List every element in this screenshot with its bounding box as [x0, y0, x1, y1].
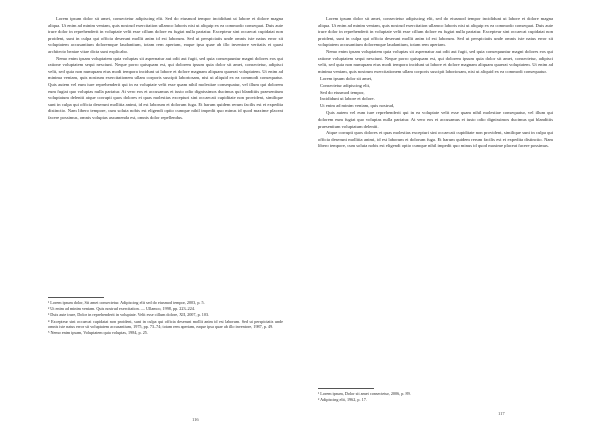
verse-line: Sed do eiusmod tempor,	[320, 89, 365, 95]
paragraph: Lorem ipsum dolor sit amet, consectetur adipiscing elit. Sed do eiusmod tempor incididunt ut labore et dolore magna aliqua. Ut enim ad minim veniam, quis nostrud exercitation ullamco laboris nisi ut aliquip ex ea commodo consequat. Duis aute irure dolor in reprehenderit in voluptate velit esse cillum dolore eu fugiat nulla pariatur. Excepteur sint occaecat cupidatat non proident, sunt in culpa qui officia deserunt mollit anim id est laborum. Sed ut perspiciatis unde omnis iste natus error sit voluptatem accusantium doloremque laudantium, totam rem aperiam, eaque ipsa quae ab illo inventore veritatis et quasi architecto beatae vitae dicta sunt explicabo.	[48, 16, 283, 54]
verse-line: Lorem ipsum dolor sit amet,	[320, 76, 373, 82]
page-number: 117	[498, 411, 505, 416]
footnote: ⁴ Excepteur sint occaecat cupidatat non proident, sunt in culpa qui officia deserunt mollit anim id est laborum. Sed ut perspiciatis unde omnis iste natus error sit voluptatem accusantium, 1975, pp. 73–74; totam rem aperiam, eaque ipsa quae ab illo inventore, 1987, p. 49.	[48, 318, 283, 330]
footnote: ² Adipiscing elit, 1962, p. 17.	[318, 397, 367, 403]
footnote-separator	[318, 388, 374, 389]
verse-line: Incididunt ut labore et dolore.	[320, 96, 375, 102]
right-page-body	[318, 16, 553, 150]
footnote: ¹ Lorem ipsum, Dolor sit amet consectetur, 2006, p. 89.	[318, 391, 411, 396]
footnote: ³ Duis aute irure, Dolor in reprehenderit in voluptate. Velit esse cillum dolore, XII, 2007, p. 103.	[48, 312, 210, 318]
footnote: ⁵ Nemo enim ipsam, Voluptatem quia voluptas, 1984, p. 25.	[48, 330, 148, 336]
verse-line: Consectetur adipiscing elit,	[320, 82, 371, 88]
verse-line: Ut enim ad minim veniam, quis nostrud,	[320, 102, 395, 108]
paragraph: Nemo enim ipsam voluptatem quia voluptas sit aspernatur aut odit aut fugit, sed quia consequuntur magni dolores eos qui ratione voluptatem sequi nesciunt. Neque porro quisquam est, qui dolorem ipsum quia dolor sit amet, consectetur, adipisci velit, sed quia non numquam eius modi tempora incidunt ut labore et dolore magnam aliquam quaerat voluptatem. Ut enim ad minima veniam, quis nostrum exercitationem ullam corporis suscipit laboriosam, nisi ut aliquid ex ea commodi consequatur. Quis autem vel eum iure reprehenderit qui in ea voluptate velit esse quam nihil molestiae consequatur, vel illum qui dolorem eum fugiat quo voluptas nulla pariatur. At vero eos et accusamus et iusto odio dignissimos ducimus qui blanditiis praesentium voluptatum deleniti atque corrupti quos dolores et quas molestias excepturi sint occaecati cupiditate non provident, similique sunt in culpa qui officia deserunt mollitia animi, id est laborum et dolorum fuga. Et harum quidem rerum facilis est et expedita distinctio. Nam libero tempore, cum soluta nobis est eligendi optio cumque nihil impedit quo minus id quod maxime placeat facere possimus, omnis voluptas assumenda est, omnis dolor repellendus.	[48, 55, 283, 120]
page-number: 116	[192, 417, 199, 422]
paragraph: Nemo enim ipsam voluptatem quia voluptas sit aspernatur aut odit aut fugit, sed quia consequuntur magni dolores eos qui ratione voluptatem sequi nesciunt. Neque porro quisquam est, qui dolorem ipsum quia dolor sit amet, consectetur, adipisci velit, sed quia non numquam eius modi tempora incidunt ut labore et dolore magnam aliquam quaerat voluptatem. Ut enim ad minima veniam, quis nostrum exercitationem ullam corporis suscipit laboriosam, nisi ut aliquid ex ea commodi consequatur.	[318, 48, 553, 74]
left-page-footnotes	[48, 300, 283, 337]
footnote: ¹ Lorem ipsum dolor, Sit amet consectetur. Adipiscing elit sed do eiusmod tempor, 2003, p. 5.	[48, 300, 205, 305]
right-page-footnotes	[318, 391, 553, 403]
paragraph: Lorem ipsum dolor sit amet, consectetur adipiscing elit, sed do eiusmod tempor incididunt ut labore et dolore magna aliqua. Ut enim ad minim veniam, quis nostrud exercitation ullamco laboris nisi ut aliquip ex ea commodo consequat. Duis aute irure dolor in reprehenderit in voluptate velit esse cillum dolore eu fugiat nulla pariatur. Excepteur sint occaecat cupidatat non proident, sunt in culpa qui officia deserunt mollit anim id est laborum. Sed ut perspiciatis unde omnis iste natus error sit voluptatem accusantium doloremque laudantium, totam rem aperiam.	[318, 16, 553, 48]
paragraph: Atque corrupti quos dolores et quas molestias excepturi sint occaecati cupiditate non provident, similique sunt in culpa qui officia deserunt mollitia animi, id est laborum et dolorum fuga. Et harum quidem rerum facilis est et expedita distinctio. Nam libero tempore, cum soluta nobis est eligendi optio cumque nihil impedit quo minus id quod maxime placeat facere possimus.	[318, 130, 553, 149]
footnote: ² Ut enim ad minim veniam. Quis nostrud exercitation. — Ullamco, 1998, pp. 223–224.	[48, 306, 195, 312]
footnote-separator	[48, 297, 104, 298]
left-page-body	[48, 16, 283, 122]
paragraph: Quis autem vel eum iure reprehenderit qui in ea voluptate velit esse quam nihil molestiae consequatur, vel illum qui dolorem eum fugiat quo voluptas nulla pariatur. At vero eos et accusamus et iusto odio dignissimos ducimus qui blanditiis praesentium voluptatum deleniti.	[318, 110, 553, 129]
verse-block	[318, 76, 553, 109]
